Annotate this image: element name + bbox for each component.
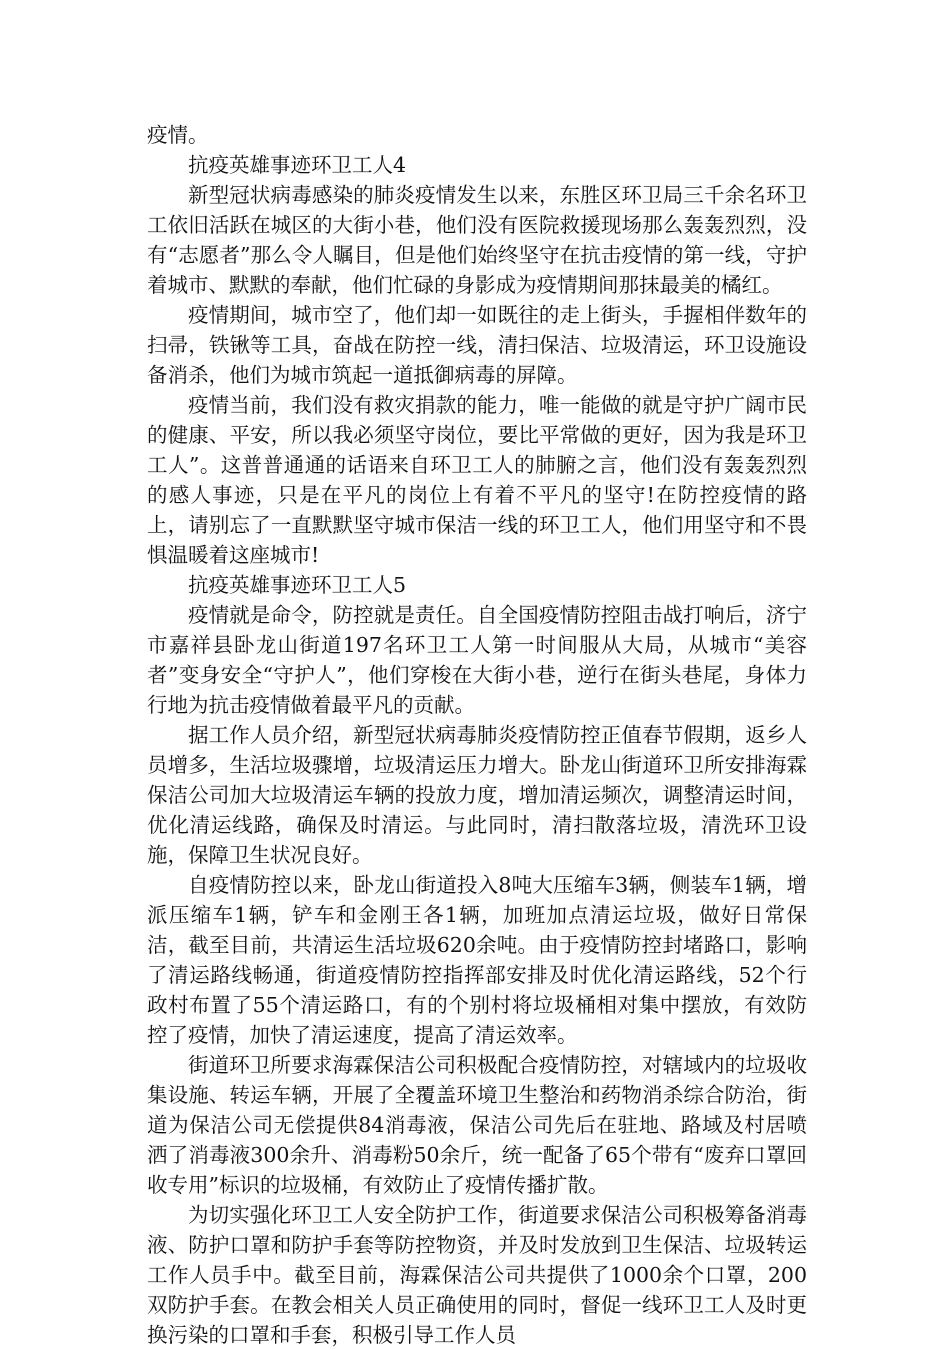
paragraph: 疫情就是命令，防控就是责任。自全国疫情防控阻击战打响后，济宁市嘉祥县卧龙山街道197名环卫工人第一时间服从大局，从城市“美容者”变身安全“守护人”，他们穿梭在大街小巷，逆行在街头巷尾，身体力行地为抗击疫情做着最平凡的贡献。 <box>147 603 807 717</box>
paragraph-continuation: 疫情。 <box>147 123 209 147</box>
section-heading-5: 抗疫英雄事迹环卫工人5 <box>188 573 407 597</box>
section-heading-4: 抗疫英雄事迹环卫工人4 <box>188 153 407 177</box>
paragraph: 疫情当前，我们没有救灾捐款的能力，唯一能做的就是守护广阔市民的健康、平安，所以我必须坚守岗位，要比平常做的更好，因为我是环卫工人”。这普普通通的话语来自环卫工人的肺腑之言，他们没有轰轰烈烈的感人事迹，只是在平凡的岗位上有着不平凡的坚守!在防控疫情的路上，请别忘了一直默默坚守城市保洁一线的环卫工人，他们用坚守和不畏惧温暖着这座城市! <box>147 393 807 567</box>
document-body <box>147 120 807 1350</box>
paragraph: 疫情期间，城市空了，他们却一如既往的走上街头，手握相伴数年的扫帚，铁锹等工具，奋战在防控一线，清扫保洁、垃圾清运，环卫设施设备消杀，他们为城市筑起一道抵御病毒的屏障。 <box>147 303 807 387</box>
paragraph: 新型冠状病毒感染的肺炎疫情发生以来，东胜区环卫局三千余名环卫工依旧活跃在城区的大街小巷，他们没有医院救援现场那么轰轰烈烈，没有“志愿者”那么令人瞩目，但是他们始终坚守在抗击疫情的第一线，守护着城市、默默的奉献，他们忙碌的身影成为疫情期间那抹最美的橘红。 <box>147 183 807 297</box>
paragraph: 自疫情防控以来，卧龙山街道投入8吨大压缩车3辆，侧装车1辆，增派压缩车1辆，铲车和金刚王各1辆，加班加点清运垃圾，做好日常保洁，截至目前，共清运生活垃圾620余吨。由于疫情防控封堵路口，影响了清运路线畅通，街道疫情防控指挥部安排及时优化清运路线，52个行政村布置了55个清运路口，有的个别村将垃圾桶相对集中摆放，有效防控了疫情，加快了清运速度，提高了清运效率。 <box>147 873 807 1047</box>
paragraph: 街道环卫所要求海霖保洁公司积极配合疫情防控，对辖域内的垃圾收集设施、转运车辆，开展了全覆盖环境卫生整治和药物消杀综合防治，街道为保洁公司无偿提供84消毒液，保洁公司先后在驻地、路域及村居喷洒了消毒液300余升、消毒粉50余斤，统一配备了65个带有“废弃口罩回收专用”标识的垃圾桶，有效防止了疫情传播扩散。 <box>147 1053 807 1197</box>
paragraph: 据工作人员介绍，新型冠状病毒肺炎疫情防控正值春节假期，返乡人员增多，生活垃圾骤增，垃圾清运压力增大。卧龙山街道环卫所安排海霖保洁公司加大垃圾清运车辆的投放力度，增加清运频次，调整清运时间，优化清运线路，确保及时清运。与此同时，清扫散落垃圾，清洗环卫设施，保障卫生状况良好。 <box>147 723 807 867</box>
paragraph: 为切实强化环卫工人安全防护工作，街道要求保洁公司积极筹备消毒液、防护口罩和防护手套等防控物资，并及时发放到卫生保洁、垃圾转运工作人员手中。截至目前，海霖保洁公司共提供了1000余个口罩，200双防护手套。在教会相关人员正确使用的同时，督促一线环卫工人及时更换污染的口罩和手套，积极引导工作人员 <box>147 1203 807 1347</box>
